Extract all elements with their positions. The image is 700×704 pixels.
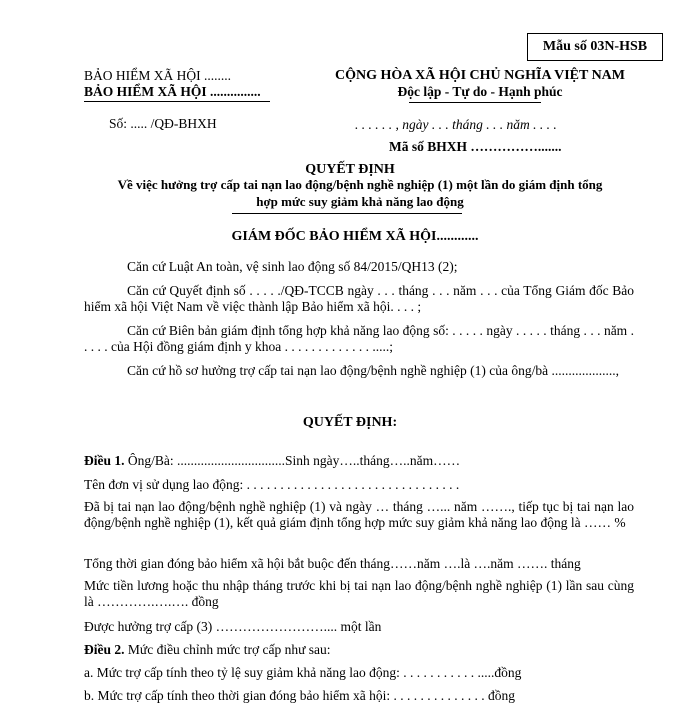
article1-person-line: [84, 453, 634, 469]
article1-person: Ông/Bà: ................................Sinh ngày…..tháng…..năm……: [127, 453, 461, 468]
decision-subject-line2: hợp mức suy giảm khả năng lao động: [256, 194, 464, 209]
decision-subject-line1: Về việc hưởng trợ cấp tai nạn lao động/bệnh nghề nghiệp (1) một lần do giám định tổng: [117, 177, 603, 192]
authority-title: GIÁM ĐỐC BẢO HIỂM XÃ HỘI............: [231, 229, 479, 244]
doc-number: Số: ..... /QĐ-BHXH: [109, 116, 217, 131]
agency-parent: BẢO HIỂM XÃ HỘI ........: [84, 68, 231, 83]
country-name: CỘNG HÒA XÃ HỘI CHỦ NGHĨA VIỆT NAM: [334, 68, 625, 83]
agency-name: BẢO HIỂM XÃ HỘI ...............: [84, 84, 261, 99]
article1-label: Điều 1.: [84, 453, 125, 468]
title-underline: [232, 213, 462, 214]
agency-underline: [84, 101, 270, 102]
article2-item-b: b. Mức trợ cấp tính theo thời gian đóng bảo hiểm xã hội: . . . . . . . . . . . . . . đồng: [84, 688, 516, 703]
motto: Độc lập - Tự do - Hạnh phúc: [397, 84, 563, 99]
article2-intro: Mức điều chỉnh mức trợ cấp như sau:: [127, 642, 331, 657]
article2-label: Điều 2.: [84, 642, 125, 657]
ground-dossier: Căn cứ hồ sơ hưởng trợ cấp tai nạn lao động/bệnh nghề nghiệp (1) của ông/bà ...................,: [127, 363, 619, 378]
ground-assessment-record: Căn cứ Biên bản giám định tổng hợp khả năng lao động số: . . . . . ngày . . . . . tháng . . . năm . . . . . của Hội đồng giám định y khoa . . . . . . . . . . . . . .....;: [84, 323, 634, 354]
decision-heading: QUYẾT ĐỊNH:: [302, 415, 398, 430]
article1-employer: Tên đơn vị sử dụng lao động: . . . . . . . . . . . . . . . . . . . . . . . . . . . . . . . .: [84, 477, 460, 492]
bhxh-code: Mã số BHXH …………….......: [389, 139, 562, 154]
decision-title: QUYẾT ĐỊNH: [305, 162, 395, 177]
form-code-box: Mẫu số 03N-HSB: [527, 33, 663, 61]
article1-allowance: Được hưởng trợ cấp (3) …………………….... một lần: [84, 619, 382, 634]
ground-law: Căn cứ Luật An toàn, vệ sinh lao động số 84/2015/QH13 (2);: [127, 259, 458, 274]
article2-intro-line: [84, 642, 634, 658]
article2-item-a: a. Mức trợ cấp tính theo tỷ lệ suy giảm khả năng lao động: . . . . . . . . . . . .....đồng: [84, 665, 522, 680]
motto-underline: [409, 102, 541, 103]
date-line: . . . . . . , ngày . . . tháng . . . năm . . . .: [355, 117, 557, 132]
article1-contribution-time: Tổng thời gian đóng bảo hiểm xã hội bắt buộc đến tháng……năm ….là ….năm ……. tháng: [84, 556, 581, 571]
article1-accident: Đã bị tai nạn lao động/bệnh nghề nghiệp (1) và ngày … tháng …... năm ……., tiếp tục bị tai nạn lao động/bệnh nghề nghiệp (1), kết quả giám định tổng hợp mức suy giảm khả năng lao động là …… %: [84, 499, 634, 530]
ground-establishment-decision: Căn cứ Quyết định số . . . . ./QĐ-TCCB ngày . . . tháng . . . năm . . . của Tổng Giám đốc Bảo hiểm xã hội Việt Nam về việc thành lập Bảo hiểm xã hội. . . . ;: [84, 283, 634, 314]
article1-salary: Mức tiền lương hoặc thu nhập tháng trước khi bị tai nạn lao động/bệnh nghề nghiệp (1) lần sau cùng là ………….….…. đồng: [84, 578, 634, 609]
